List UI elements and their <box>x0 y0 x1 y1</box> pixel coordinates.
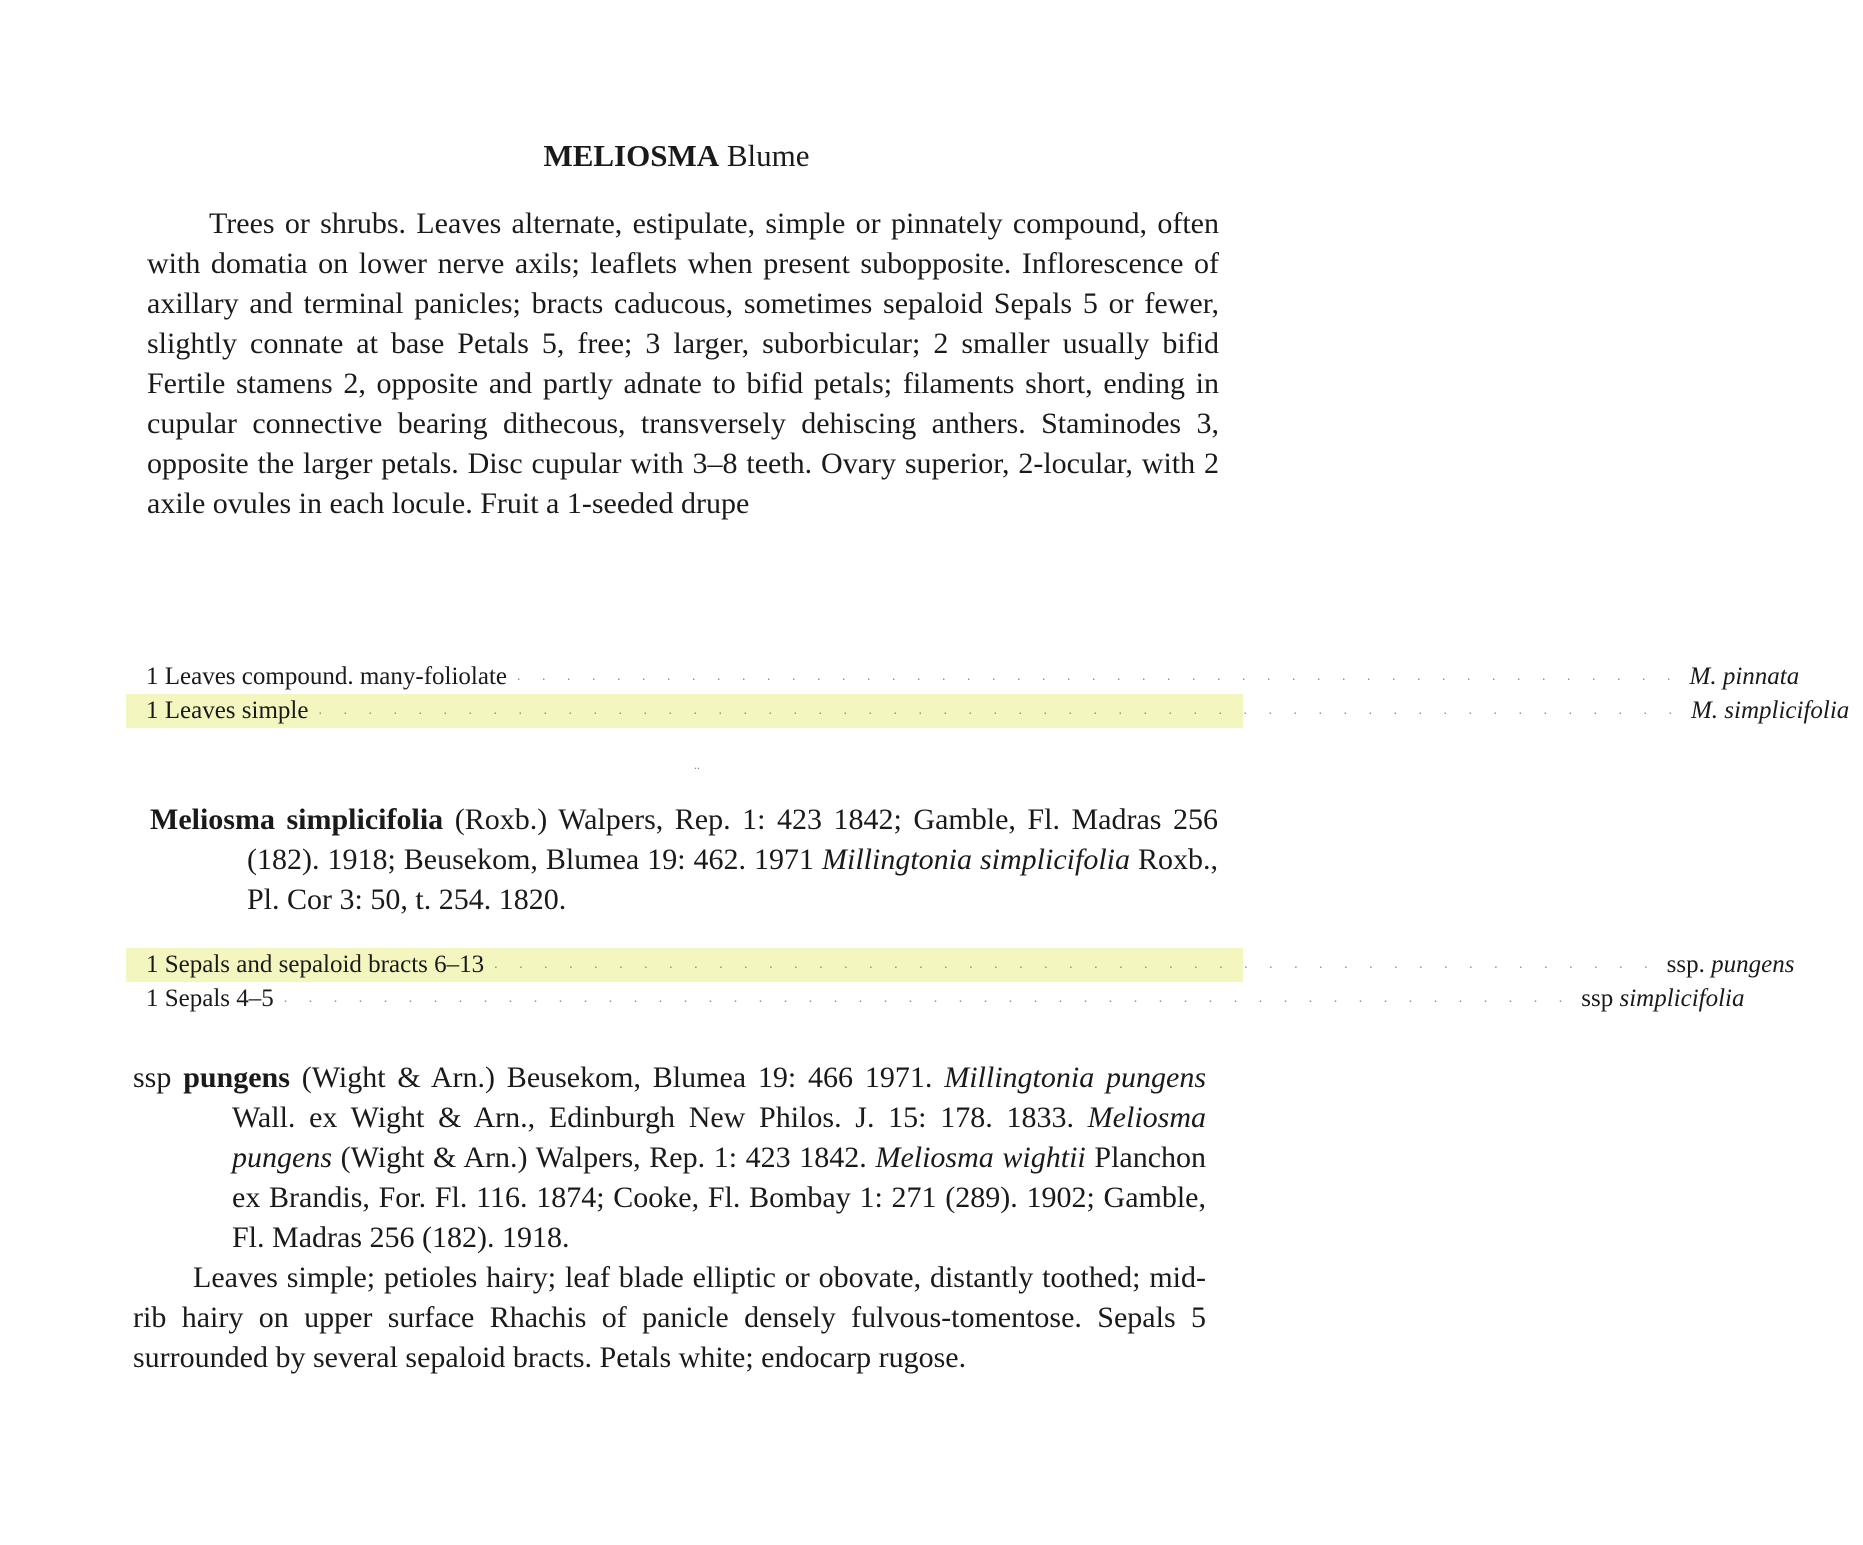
species-name: Meliosma simplicifolia <box>150 803 444 836</box>
synonym-citation-text: Wall. ex Wight & Arn., Edinburgh New Philos. J. 15: 178. 1833. <box>232 1101 1074 1134</box>
genus-author: Blume <box>726 138 810 173</box>
key-couplet-row <box>126 660 1800 694</box>
key-lead: 1 Sepals 4–5 <box>146 985 274 1012</box>
synonym-name: Meliosma pungens <box>232 1101 1206 1174</box>
key-lead: 1 Leaves compound. many-foliolate <box>146 663 507 690</box>
subspecies-name: pungens <box>183 1061 290 1094</box>
key-lead: 1 Sepals and sepaloid bracts 6–13 <box>146 951 485 978</box>
key-result-name: pungens <box>1711 951 1795 978</box>
subspecies-description: Leaves simple; petioles hairy; leaf blade elliptic or obovate, distantly toothed; mid-rib hairy on upper surface Rhachis of panicle densely fulvous-tomentose. Sepals 5 surrounded by several sepaloid bracts. Petals white; endocarp rugose. <box>133 1261 1206 1374</box>
species-citation-text: (Roxb.) Walpers, Rep. 1: 423 1842; Gamble, Fl. Madras 256 (182). 1918; Beusekom, Blumea 19: 462. 1971 <box>247 803 1218 876</box>
key-result: M. pinnata <box>1689 663 1800 690</box>
key-result-rank: ssp. <box>1666 951 1705 978</box>
genus-description: Trees or shrubs. Leaves alternate, estipulate, simple or pinnately compound, often with domatia on lower nerve axils; leaflets when present subopposite. Inflorescence of axillary and terminal panicles; bracts caducous, sometimes sepaloid Sepals 5 or fewer, slightly connate at base Petals 5, free; 3 larger, suborbicular; 2 smaller usually bifid Fertile stamens 2, opposite and partly adnate to bifid petals; filaments short, ending in cupular connective bearing dithecous, transversely dehiscing anthers. Staminodes 3, opposite the larger petals. Disc cupular with 3–8 teeth. Ovary superior, 2-locular, with 2 axile ovules in each locule. Fruit a 1-seeded drupe <box>147 207 1219 520</box>
synonym-name: Millingtonia simplicifolia <box>822 843 1130 876</box>
species-key <box>126 660 1850 728</box>
genus-name: MELIOSMA <box>543 138 720 173</box>
genus-heading <box>0 136 1353 176</box>
key-lead: 1 Leaves simple <box>146 697 309 724</box>
leader-dots: . . . . . . . . . . . . . . . . . . . . . . . . . . . . . . . . . . . . . . . . . . . . . . . . . . . . . . . <box>318 703 1681 718</box>
key-result: M. simplicifolia <box>1690 697 1850 724</box>
key-couplet-row-highlighted <box>126 694 1850 728</box>
species-citation <box>150 800 1218 920</box>
subspecies-citation <box>133 1058 1206 1258</box>
leader-dots: . . . . . . . . . . . . . . . . . . . . . . . . . . . . . . . . . . . . . . . . . . . . . . . <box>517 669 1680 684</box>
key-result-name: simplicifolia <box>1619 985 1745 1012</box>
leader-dots: . . . . . . . . . . . . . . . . . . . . . . . . . . . . . . . . . . . . . . . . . . . . . . . <box>494 957 1657 972</box>
synonym-citation-text: (Wight & Arn.) Walpers, Rep. 1: 423 1842. <box>340 1141 867 1174</box>
subspecies-key <box>126 948 1795 1016</box>
subspecies-citation-text: (Wight & Arn.) Beusekom, Blumea 19: 466 1971. <box>301 1061 933 1094</box>
synonym-citation-text: Planchon ex Brandis, For. Fl. 116. 1874; Cooke, Fl. Bombay 1: 271 (289). 1902; Gamble, Fl. Madras 256 (182). 1918. <box>232 1141 1207 1254</box>
synonym-name: Meliosma wightii <box>875 1141 1086 1174</box>
synonym-name: Millingtonia pungens <box>944 1061 1207 1094</box>
stray-mark: .. <box>694 758 700 772</box>
key-result <box>1667 949 1809 981</box>
key-result <box>1581 983 1758 1015</box>
key-couplet-row <box>126 982 1745 1016</box>
leader-dots: . . . . . . . . . . . . . . . . . . . . . . . . . . . . . . . . . . . . . . . . . . . . . . . . . . . . <box>283 991 1572 1006</box>
synonym-citation-text: Roxb., Pl. Cor 3: 50, t. 254. 1820. <box>247 843 1218 916</box>
subspecies-rank: ssp <box>133 1061 172 1094</box>
key-couplet-row-highlighted <box>126 948 1795 982</box>
key-result-rank: ssp <box>1581 985 1614 1012</box>
